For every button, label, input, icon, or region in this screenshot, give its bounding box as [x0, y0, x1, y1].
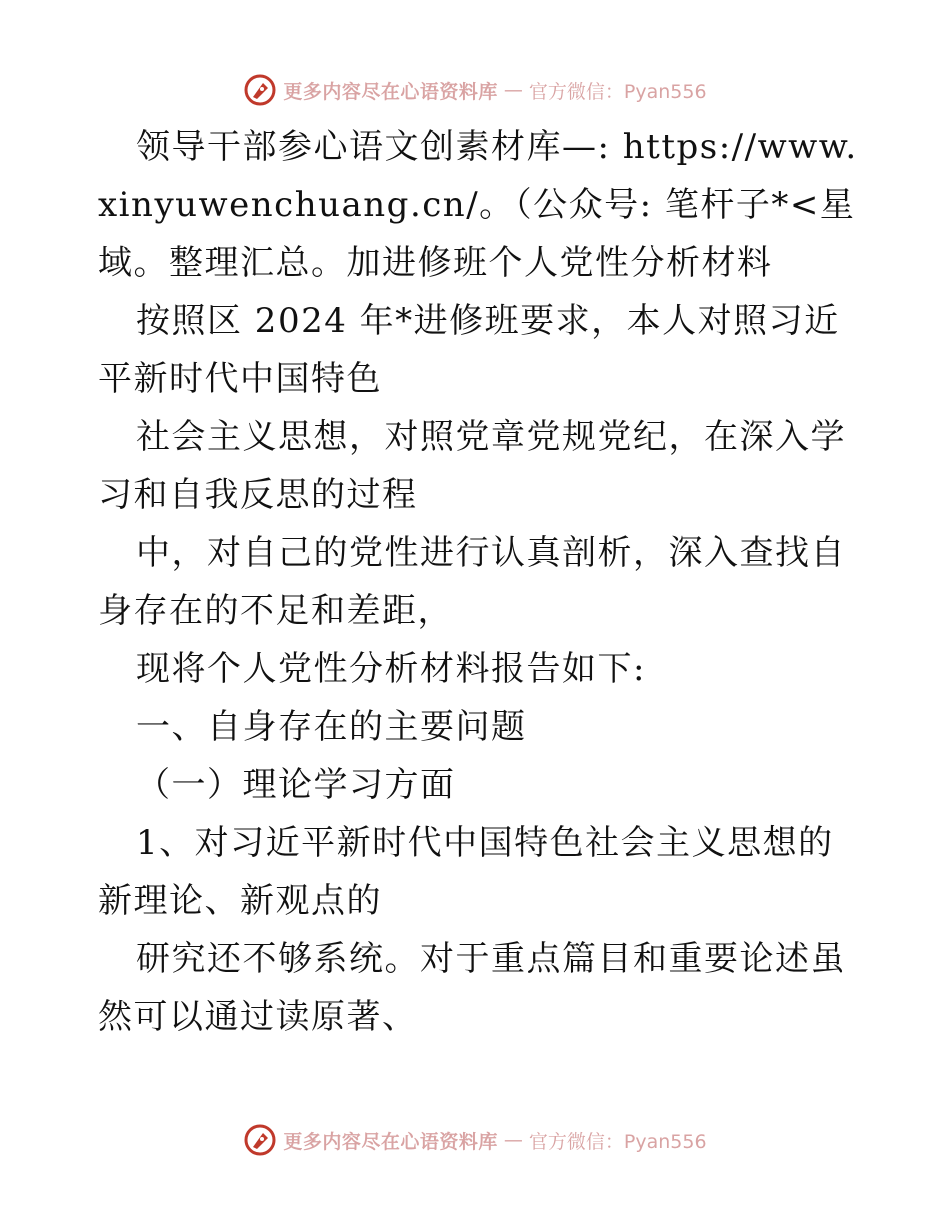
- paragraph-report-intro: 现将个人党性分析材料报告如下:: [136, 649, 646, 689]
- header-watermark: [0, 70, 950, 110]
- paragraph-item-1-cont: 研究还不够系统。对于重点篇目和重要论述虽然可以通过读原著、: [98, 939, 846, 1037]
- footer-watermark: [0, 1120, 950, 1160]
- paragraph-self-analysis: 中，对自己的党性进行认真剖析，深入查找自身存在的不足和差距，: [98, 533, 846, 631]
- watermark-left-text: 更多内容尽在心语资料库: [283, 1130, 498, 1153]
- paragraph-item-1: 1、对习近平新时代中国特色社会主义思想的新理论、新观点的: [98, 823, 834, 921]
- watermark-separator: —: [503, 1129, 523, 1151]
- pen-nib-logo-icon: [243, 73, 277, 107]
- paragraph-intro: 领导干部参心语文创素材库—: https://www.xinyuwenchuang.cn/。（公众号: 笔杆子*<星域。整理汇总。加进修班个人党性分析材料: [98, 127, 858, 283]
- document-body: [98, 118, 858, 1046]
- pen-nib-logo-icon: [243, 1123, 277, 1157]
- paragraph-party-rules: 社会主义思想，对照党章党规党纪，在深入学习和自我反思的过程: [98, 417, 846, 515]
- watermark-left-text: 更多内容尽在心语资料库: [283, 80, 498, 103]
- paragraph-requirement: 按照区 2024 年*进修班要求，本人对照习近平新时代中国特色: [98, 301, 840, 399]
- watermark-right-text: 官方微信：Pyan556: [528, 80, 707, 103]
- section-heading-1: 一、自身存在的主要问题: [136, 707, 527, 747]
- watermark-right-text: 官方微信：Pyan556: [528, 1130, 707, 1153]
- subsection-heading-theory: （一）理论学习方面: [136, 765, 456, 805]
- watermark-separator: —: [503, 79, 523, 101]
